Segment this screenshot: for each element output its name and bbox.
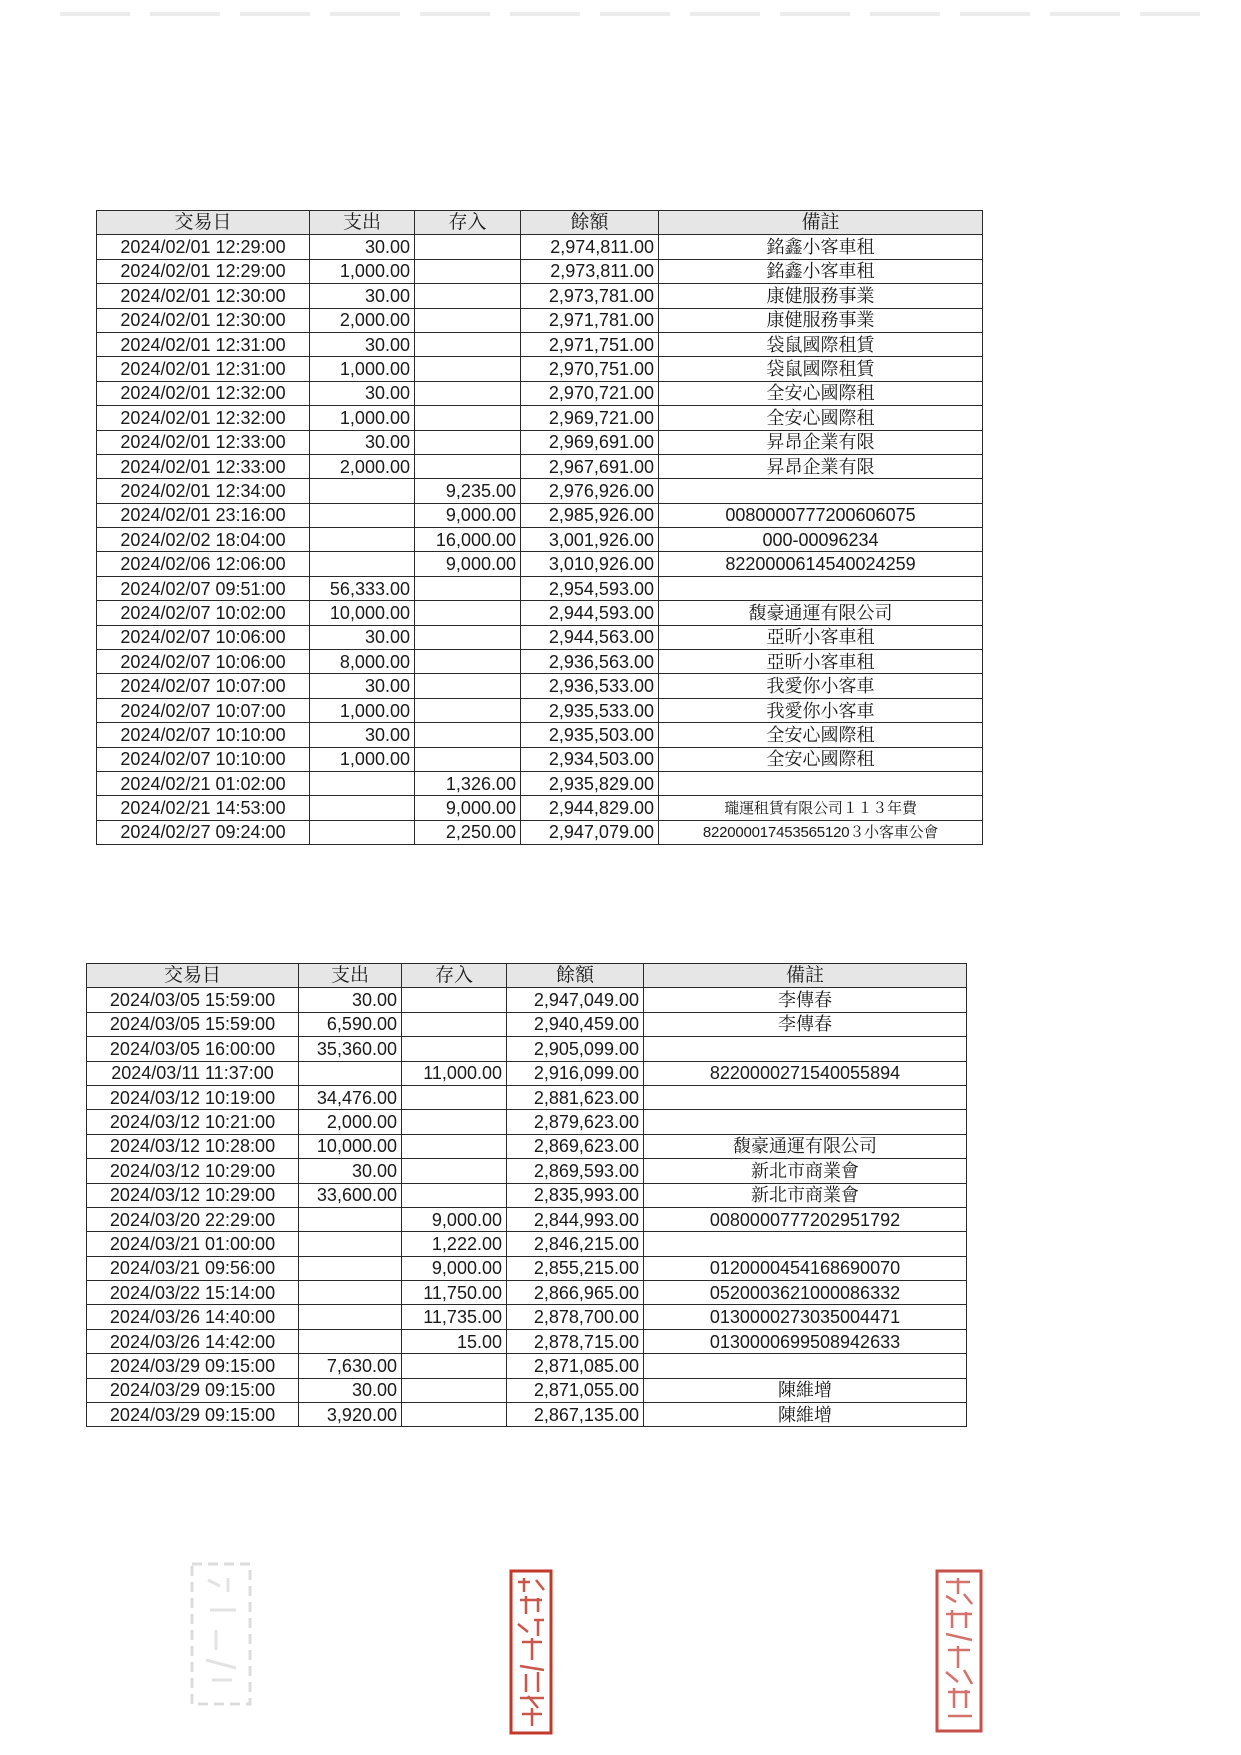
table-row bbox=[87, 1329, 967, 1353]
cell-deposit: 9,235.00 bbox=[415, 479, 521, 503]
cell-balance: 2,944,593.00 bbox=[521, 601, 659, 625]
cell-date: 2024/03/12 10:29:00 bbox=[87, 1183, 299, 1207]
table-row bbox=[87, 988, 967, 1012]
cell-note: 0130000273035004471 bbox=[644, 1305, 967, 1329]
cell-balance: 2,855,215.00 bbox=[507, 1256, 644, 1280]
cell-balance: 2,936,533.00 bbox=[521, 674, 659, 698]
cell-balance: 2,869,593.00 bbox=[507, 1159, 644, 1183]
cell-deposit bbox=[415, 259, 521, 283]
cell-deposit bbox=[402, 988, 507, 1012]
cell-date: 2024/03/21 01:00:00 bbox=[87, 1232, 299, 1256]
cell-withdrawal: 30.00 bbox=[310, 284, 415, 308]
cell-balance: 2,944,563.00 bbox=[521, 625, 659, 649]
cell-balance: 2,867,135.00 bbox=[507, 1403, 644, 1427]
cell-balance: 2,954,593.00 bbox=[521, 576, 659, 600]
table-row bbox=[87, 1012, 967, 1036]
table-row bbox=[87, 1232, 967, 1256]
cell-note: 000-00096234 bbox=[659, 528, 983, 552]
cell-date: 2024/02/06 12:06:00 bbox=[97, 552, 310, 576]
cell-date: 2024/02/21 14:53:00 bbox=[97, 796, 310, 820]
table-row bbox=[97, 406, 983, 430]
header-date: 交易日 bbox=[87, 964, 299, 988]
cell-deposit bbox=[402, 1403, 507, 1427]
cell-deposit bbox=[415, 698, 521, 722]
cell-balance: 2,940,459.00 bbox=[507, 1012, 644, 1036]
table-row bbox=[97, 698, 983, 722]
cell-balance: 2,835,993.00 bbox=[507, 1183, 644, 1207]
cell-note bbox=[644, 1232, 967, 1256]
cell-balance: 2,969,721.00 bbox=[521, 406, 659, 430]
cell-balance: 2,934,503.00 bbox=[521, 747, 659, 771]
cell-deposit: 1,326.00 bbox=[415, 771, 521, 795]
cell-note: 昇昂企業有限 bbox=[659, 454, 983, 478]
cell-withdrawal bbox=[310, 528, 415, 552]
cell-balance: 2,871,055.00 bbox=[507, 1378, 644, 1402]
cell-deposit bbox=[415, 723, 521, 747]
cell-note: 我愛你小客車 bbox=[659, 698, 983, 722]
cell-date: 2024/02/01 12:31:00 bbox=[97, 357, 310, 381]
cell-deposit: 9,000.00 bbox=[415, 503, 521, 527]
cell-date: 2024/02/07 10:07:00 bbox=[97, 674, 310, 698]
cell-withdrawal: 30.00 bbox=[299, 1159, 402, 1183]
header-withdrawal: 支出 bbox=[299, 964, 402, 988]
cell-balance: 2,866,965.00 bbox=[507, 1281, 644, 1305]
cell-withdrawal: 1,000.00 bbox=[310, 406, 415, 430]
table-row bbox=[87, 1281, 967, 1305]
cell-balance: 2,878,700.00 bbox=[507, 1305, 644, 1329]
cell-withdrawal: 30.00 bbox=[310, 723, 415, 747]
faint-seal-stamp bbox=[188, 1560, 258, 1710]
cell-note bbox=[659, 771, 983, 795]
cell-date: 2024/02/01 12:30:00 bbox=[97, 308, 310, 332]
cell-date: 2024/03/12 10:29:00 bbox=[87, 1159, 299, 1183]
cell-balance: 2,935,503.00 bbox=[521, 723, 659, 747]
header-date: 交易日 bbox=[97, 211, 310, 235]
cell-deposit bbox=[415, 601, 521, 625]
cell-note: 新北市商業會 bbox=[644, 1183, 967, 1207]
cell-withdrawal bbox=[310, 820, 415, 844]
cell-note bbox=[659, 576, 983, 600]
cell-withdrawal: 56,333.00 bbox=[310, 576, 415, 600]
cell-note: 822000017453565120３小客車公會 bbox=[659, 820, 983, 844]
cell-date: 2024/03/21 09:56:00 bbox=[87, 1256, 299, 1280]
cell-balance: 2,967,691.00 bbox=[521, 454, 659, 478]
cell-withdrawal: 30.00 bbox=[310, 430, 415, 454]
cell-withdrawal: 2,000.00 bbox=[299, 1110, 402, 1134]
cell-date: 2024/02/01 12:33:00 bbox=[97, 454, 310, 478]
cell-withdrawal: 34,476.00 bbox=[299, 1085, 402, 1109]
table-row bbox=[97, 650, 983, 674]
cell-withdrawal: 30.00 bbox=[310, 674, 415, 698]
table-row bbox=[97, 601, 983, 625]
cell-deposit bbox=[415, 284, 521, 308]
cell-balance: 2,881,623.00 bbox=[507, 1085, 644, 1109]
cell-balance: 2,936,563.00 bbox=[521, 650, 659, 674]
cell-withdrawal bbox=[299, 1305, 402, 1329]
cell-balance: 2,970,721.00 bbox=[521, 381, 659, 405]
cell-deposit bbox=[402, 1354, 507, 1378]
cell-withdrawal: 8,000.00 bbox=[310, 650, 415, 674]
table-row bbox=[97, 796, 983, 820]
cell-deposit: 11,750.00 bbox=[402, 1281, 507, 1305]
transactions-table-march bbox=[86, 963, 967, 1427]
cell-deposit: 11,000.00 bbox=[402, 1061, 507, 1085]
header-note: 備註 bbox=[659, 211, 983, 235]
cell-deposit bbox=[415, 625, 521, 649]
cell-deposit bbox=[415, 674, 521, 698]
cell-withdrawal: 30.00 bbox=[310, 332, 415, 356]
cell-note: 李傳春 bbox=[644, 1012, 967, 1036]
cell-date: 2024/03/26 14:42:00 bbox=[87, 1329, 299, 1353]
table-row bbox=[87, 1183, 967, 1207]
cell-withdrawal bbox=[310, 552, 415, 576]
cell-note bbox=[644, 1110, 967, 1134]
table-row bbox=[87, 1159, 967, 1183]
cell-balance: 2,971,781.00 bbox=[521, 308, 659, 332]
cell-deposit bbox=[402, 1037, 507, 1061]
cell-deposit bbox=[415, 308, 521, 332]
cell-note: 馥豪通運有限公司 bbox=[659, 601, 983, 625]
cell-date: 2024/02/01 12:33:00 bbox=[97, 430, 310, 454]
header-balance: 餘額 bbox=[521, 211, 659, 235]
cell-withdrawal: 1,000.00 bbox=[310, 357, 415, 381]
cell-balance: 2,846,215.00 bbox=[507, 1232, 644, 1256]
cell-deposit bbox=[402, 1134, 507, 1158]
cell-date: 2024/02/07 10:06:00 bbox=[97, 625, 310, 649]
cell-note bbox=[659, 479, 983, 503]
table-row bbox=[87, 1134, 967, 1158]
cell-deposit bbox=[415, 430, 521, 454]
table-row bbox=[97, 479, 983, 503]
cell-note: 亞昕小客車租 bbox=[659, 625, 983, 649]
cell-date: 2024/03/11 11:37:00 bbox=[87, 1061, 299, 1085]
cell-balance: 2,879,623.00 bbox=[507, 1110, 644, 1134]
cell-withdrawal: 10,000.00 bbox=[299, 1134, 402, 1158]
table-row bbox=[97, 552, 983, 576]
cell-deposit: 9,000.00 bbox=[415, 552, 521, 576]
table-header-row bbox=[97, 211, 983, 235]
cell-note: 馥豪通運有限公司 bbox=[644, 1134, 967, 1158]
cell-deposit bbox=[402, 1183, 507, 1207]
cell-date: 2024/03/12 10:19:00 bbox=[87, 1085, 299, 1109]
cell-note: 全安心國際租 bbox=[659, 747, 983, 771]
cell-withdrawal bbox=[310, 771, 415, 795]
table-row bbox=[87, 1037, 967, 1061]
table-row bbox=[87, 1403, 967, 1427]
cell-withdrawal bbox=[299, 1281, 402, 1305]
cell-withdrawal bbox=[310, 796, 415, 820]
cell-note: 康健服務事業 bbox=[659, 308, 983, 332]
cell-balance: 2,905,099.00 bbox=[507, 1037, 644, 1061]
cell-balance: 2,916,099.00 bbox=[507, 1061, 644, 1085]
cell-date: 2024/02/01 12:32:00 bbox=[97, 406, 310, 430]
cell-deposit bbox=[415, 576, 521, 600]
cell-withdrawal: 2,000.00 bbox=[310, 308, 415, 332]
cell-deposit: 16,000.00 bbox=[415, 528, 521, 552]
cell-date: 2024/03/22 15:14:00 bbox=[87, 1281, 299, 1305]
cell-deposit: 9,000.00 bbox=[415, 796, 521, 820]
cell-deposit: 9,000.00 bbox=[402, 1207, 507, 1231]
cell-balance: 2,947,079.00 bbox=[521, 820, 659, 844]
cell-withdrawal bbox=[299, 1256, 402, 1280]
cell-date: 2024/03/12 10:21:00 bbox=[87, 1110, 299, 1134]
table-row bbox=[87, 1305, 967, 1329]
cell-withdrawal: 3,920.00 bbox=[299, 1403, 402, 1427]
cell-date: 2024/03/20 22:29:00 bbox=[87, 1207, 299, 1231]
table-row bbox=[97, 284, 983, 308]
table-row bbox=[87, 1354, 967, 1378]
cell-deposit bbox=[415, 406, 521, 430]
cell-deposit bbox=[415, 235, 521, 259]
cell-deposit bbox=[415, 332, 521, 356]
cell-note: 陳維增 bbox=[644, 1378, 967, 1402]
cell-date: 2024/02/07 10:06:00 bbox=[97, 650, 310, 674]
cell-date: 2024/03/05 15:59:00 bbox=[87, 1012, 299, 1036]
header-deposit: 存入 bbox=[402, 964, 507, 988]
cell-withdrawal: 7,630.00 bbox=[299, 1354, 402, 1378]
cell-balance: 2,974,811.00 bbox=[521, 235, 659, 259]
cell-date: 2024/02/02 18:04:00 bbox=[97, 528, 310, 552]
cell-withdrawal: 30.00 bbox=[299, 988, 402, 1012]
cell-withdrawal bbox=[299, 1329, 402, 1353]
cell-withdrawal bbox=[310, 479, 415, 503]
cell-balance: 2,871,085.00 bbox=[507, 1354, 644, 1378]
table-row bbox=[97, 576, 983, 600]
table-row bbox=[97, 771, 983, 795]
table-header-row bbox=[87, 964, 967, 988]
cell-withdrawal: 1,000.00 bbox=[310, 259, 415, 283]
cell-balance: 2,971,751.00 bbox=[521, 332, 659, 356]
table-row bbox=[97, 381, 983, 405]
cell-withdrawal: 30.00 bbox=[310, 235, 415, 259]
cell-date: 2024/03/29 09:15:00 bbox=[87, 1403, 299, 1427]
cell-deposit bbox=[415, 381, 521, 405]
cell-deposit bbox=[415, 454, 521, 478]
header-balance: 餘額 bbox=[507, 964, 644, 988]
cell-deposit bbox=[415, 747, 521, 771]
cell-deposit bbox=[402, 1012, 507, 1036]
cell-withdrawal bbox=[299, 1232, 402, 1256]
table-row bbox=[97, 454, 983, 478]
cell-note: 李傳春 bbox=[644, 988, 967, 1012]
cell-withdrawal: 2,000.00 bbox=[310, 454, 415, 478]
scan-edge-artifact bbox=[60, 12, 1200, 16]
cell-deposit bbox=[402, 1378, 507, 1402]
table-row bbox=[87, 1378, 967, 1402]
cell-note: 0080000777202951792 bbox=[644, 1207, 967, 1231]
cell-balance: 2,869,623.00 bbox=[507, 1134, 644, 1158]
cell-date: 2024/02/27 09:24:00 bbox=[97, 820, 310, 844]
cell-balance: 2,947,049.00 bbox=[507, 988, 644, 1012]
cell-note: 我愛你小客車 bbox=[659, 674, 983, 698]
cell-balance: 3,001,926.00 bbox=[521, 528, 659, 552]
cell-deposit: 15.00 bbox=[402, 1329, 507, 1353]
cell-withdrawal bbox=[299, 1061, 402, 1085]
cell-deposit bbox=[402, 1110, 507, 1134]
cell-balance: 2,973,811.00 bbox=[521, 259, 659, 283]
red-seal-stamp-right bbox=[934, 1568, 986, 1736]
transactions-table-february bbox=[96, 210, 983, 845]
cell-note: 0120000454168690070 bbox=[644, 1256, 967, 1280]
cell-balance: 2,935,829.00 bbox=[521, 771, 659, 795]
cell-date: 2024/03/29 09:15:00 bbox=[87, 1354, 299, 1378]
cell-date: 2024/02/01 12:34:00 bbox=[97, 479, 310, 503]
cell-note: 銘鑫小客車租 bbox=[659, 259, 983, 283]
table-row bbox=[97, 308, 983, 332]
table-row bbox=[97, 528, 983, 552]
cell-balance: 2,969,691.00 bbox=[521, 430, 659, 454]
cell-note: 亞昕小客車租 bbox=[659, 650, 983, 674]
table-row bbox=[87, 1256, 967, 1280]
header-note: 備註 bbox=[644, 964, 967, 988]
cell-date: 2024/02/07 10:10:00 bbox=[97, 747, 310, 771]
cell-deposit bbox=[402, 1085, 507, 1109]
cell-deposit: 11,735.00 bbox=[402, 1305, 507, 1329]
cell-note bbox=[644, 1354, 967, 1378]
cell-balance: 2,985,926.00 bbox=[521, 503, 659, 527]
cell-balance: 2,976,926.00 bbox=[521, 479, 659, 503]
cell-note: 全安心國際租 bbox=[659, 381, 983, 405]
cell-date: 2024/02/01 12:32:00 bbox=[97, 381, 310, 405]
cell-date: 2024/02/01 12:29:00 bbox=[97, 235, 310, 259]
cell-date: 2024/02/01 23:16:00 bbox=[97, 503, 310, 527]
cell-withdrawal: 30.00 bbox=[310, 625, 415, 649]
cell-note: 陳維增 bbox=[644, 1403, 967, 1427]
cell-balance: 3,010,926.00 bbox=[521, 552, 659, 576]
cell-note: 8220000614540024259 bbox=[659, 552, 983, 576]
cell-deposit bbox=[402, 1159, 507, 1183]
table-row bbox=[97, 503, 983, 527]
table-row bbox=[87, 1110, 967, 1134]
table-row bbox=[97, 430, 983, 454]
table-row bbox=[87, 1061, 967, 1085]
cell-withdrawal: 35,360.00 bbox=[299, 1037, 402, 1061]
red-seal-stamp-center bbox=[508, 1568, 556, 1738]
cell-note: 新北市商業會 bbox=[644, 1159, 967, 1183]
table-row bbox=[97, 259, 983, 283]
cell-note: 全安心國際租 bbox=[659, 723, 983, 747]
table-row bbox=[97, 820, 983, 844]
cell-note: 8220000271540055894 bbox=[644, 1061, 967, 1085]
cell-date: 2024/02/07 10:10:00 bbox=[97, 723, 310, 747]
table-row bbox=[97, 747, 983, 771]
cell-note: 袋鼠國際租賃 bbox=[659, 357, 983, 381]
cell-note: 袋鼠國際租賃 bbox=[659, 332, 983, 356]
table-row bbox=[97, 332, 983, 356]
cell-note: 康健服務事業 bbox=[659, 284, 983, 308]
table-row bbox=[97, 357, 983, 381]
cell-deposit: 2,250.00 bbox=[415, 820, 521, 844]
cell-deposit bbox=[415, 357, 521, 381]
cell-withdrawal: 30.00 bbox=[310, 381, 415, 405]
cell-deposit bbox=[415, 650, 521, 674]
cell-deposit: 9,000.00 bbox=[402, 1256, 507, 1280]
cell-balance: 2,973,781.00 bbox=[521, 284, 659, 308]
cell-balance: 2,944,829.00 bbox=[521, 796, 659, 820]
header-deposit: 存入 bbox=[415, 211, 521, 235]
cell-balance: 2,878,715.00 bbox=[507, 1329, 644, 1353]
cell-date: 2024/03/26 14:40:00 bbox=[87, 1305, 299, 1329]
cell-withdrawal: 10,000.00 bbox=[310, 601, 415, 625]
cell-date: 2024/02/07 10:02:00 bbox=[97, 601, 310, 625]
cell-date: 2024/03/12 10:28:00 bbox=[87, 1134, 299, 1158]
cell-withdrawal: 1,000.00 bbox=[310, 698, 415, 722]
table-row bbox=[87, 1207, 967, 1231]
cell-balance: 2,844,993.00 bbox=[507, 1207, 644, 1231]
cell-date: 2024/02/01 12:31:00 bbox=[97, 332, 310, 356]
cell-balance: 2,970,751.00 bbox=[521, 357, 659, 381]
table-row bbox=[97, 674, 983, 698]
cell-withdrawal bbox=[299, 1207, 402, 1231]
cell-note bbox=[644, 1037, 967, 1061]
cell-withdrawal: 30.00 bbox=[299, 1378, 402, 1402]
cell-note: 全安心國際租 bbox=[659, 406, 983, 430]
cell-note: 0520003621000086332 bbox=[644, 1281, 967, 1305]
cell-date: 2024/02/01 12:30:00 bbox=[97, 284, 310, 308]
cell-note: 銘鑫小客車租 bbox=[659, 235, 983, 259]
cell-balance: 2,935,533.00 bbox=[521, 698, 659, 722]
cell-note: 瓏運租賃有限公司１１３年費 bbox=[659, 796, 983, 820]
table-row bbox=[97, 625, 983, 649]
cell-note: 昇昂企業有限 bbox=[659, 430, 983, 454]
cell-withdrawal: 1,000.00 bbox=[310, 747, 415, 771]
cell-withdrawal: 6,590.00 bbox=[299, 1012, 402, 1036]
cell-note bbox=[644, 1085, 967, 1109]
cell-note: 0130000699508942633 bbox=[644, 1329, 967, 1353]
cell-date: 2024/02/07 09:51:00 bbox=[97, 576, 310, 600]
header-withdrawal: 支出 bbox=[310, 211, 415, 235]
cell-withdrawal: 33,600.00 bbox=[299, 1183, 402, 1207]
cell-deposit: 1,222.00 bbox=[402, 1232, 507, 1256]
cell-date: 2024/02/01 12:29:00 bbox=[97, 259, 310, 283]
cell-date: 2024/02/21 01:02:00 bbox=[97, 771, 310, 795]
cell-date: 2024/03/29 09:15:00 bbox=[87, 1378, 299, 1402]
cell-date: 2024/02/07 10:07:00 bbox=[97, 698, 310, 722]
cell-date: 2024/03/05 16:00:00 bbox=[87, 1037, 299, 1061]
cell-withdrawal bbox=[310, 503, 415, 527]
table-row bbox=[97, 235, 983, 259]
cell-date: 2024/03/05 15:59:00 bbox=[87, 988, 299, 1012]
cell-note: 0080000777200606075 bbox=[659, 503, 983, 527]
table-row bbox=[97, 723, 983, 747]
table-row bbox=[87, 1085, 967, 1109]
